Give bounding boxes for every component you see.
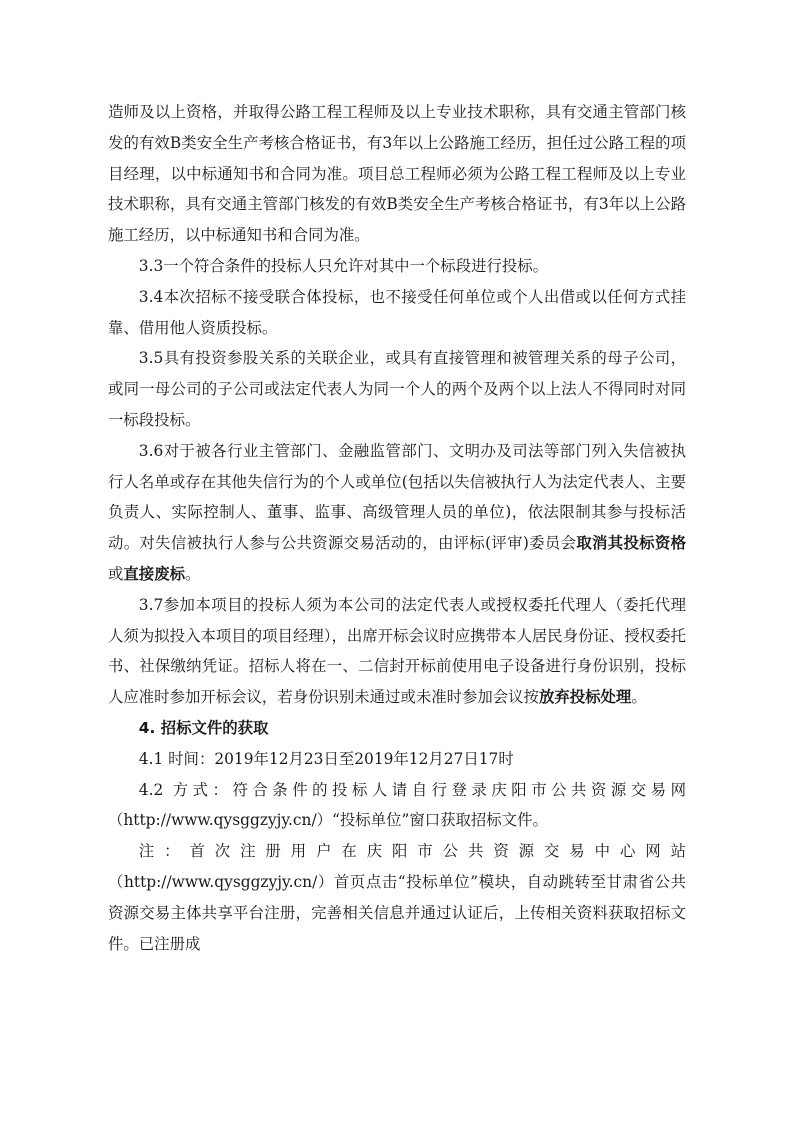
paragraph-qualification-cont: 造师及以上资格，并取得公路工程工程师及以上专业技术职称，具有交通主管部门核发的有效B类安全生产考核合格证书，有3年以上公路施工经历，担任过公路工程的项目经理，以中标通知书和合同为准。项目总工程师必须为公路工程工程师及以上专业技术职称，具有交通主管部门核发的有效B类安全生产考核合格证书，有3年以上公路施工经历，以中标通知书和合同为准。: [108, 103, 686, 245]
document-body: [108, 97, 686, 959]
paragraph-3-3: 3.3一个符合条件的投标人只允许对其中一个标段进行投标。: [138, 256, 549, 275]
paragraph-3-7-end: 。: [631, 688, 647, 707]
paragraph-4-2: 4.2 方式：符合条件的投标人请自行登录庆阳市公共资源交易网（http://www.qysggzyjy.cn/）“投标单位”窗口获取招标文件。: [108, 780, 686, 830]
paragraph-3-6: [108, 436, 686, 590]
paragraph-3-6-or: 或: [108, 564, 124, 583]
paragraph-3-6-text: 3.6对于被各行业主管部门、金融监管部门、文明办及司法等部门列入失信被执行人名单或存在其他失信行为的个人或单位(包括以失信被执行人为法定代表人、主要负责人、实际控制人、董事、监事、高级管理人员的单位)，依法限制其参与投标活动。对失信被执行人参与公共资源交易活动的，由评标(评审)委员会: [108, 441, 686, 553]
emphasis-abandon-bid: 放弃投标处理: [538, 688, 632, 707]
emphasis-cancel-qualification: 取消其投标资格: [576, 534, 686, 553]
paragraph-4-1: 4.1 时间：2019年12月23日至2019年12月27日17时: [138, 749, 514, 768]
emphasis-direct-reject: 直接废标: [123, 564, 185, 583]
paragraph-note: 注：首次注册用户在庆阳市公共资源交易中心网站（http://www.qysggzyjy.cn/）首页点击“投标单位”模块，自动跳转至甘肃省公共资源交易主体共享平台注册，完善相关信息并通过认证后，上传相关资料获取招标文件。已注册成: [108, 842, 686, 953]
paragraph-3-5: 3.5具有投资参股关系的关联企业，或具有直接管理和被管理关系的母子公司，或同一母公司的子公司或法定代表人为同一个人的两个及两个以上法人不得同时对同一标段投标。: [108, 349, 686, 429]
paragraph-3-7-text: 3.7参加本项目的投标人须为本公司的法定代表人或授权委托代理人（委托代理人须为拟投入本项目的项目经理），出席开标会议时应携带本人居民身份证、授权委托书、社保缴纳凭证。招标人将在一、二信封开标前使用电子设备进行身份识别，投标人应准时参加开标会议，若身份识别未通过或未准时参加会议按: [108, 595, 686, 707]
paragraph-3-7: [108, 590, 686, 713]
section-heading-4: 4. 招标文件的获取: [138, 718, 269, 737]
paragraph-3-6-end: 。: [184, 564, 201, 583]
paragraph-3-4: 3.4本次招标不接受联合体投标，也不接受任何单位或个人出借或以任何方式挂靠、借用他人资质投标。: [108, 287, 686, 337]
